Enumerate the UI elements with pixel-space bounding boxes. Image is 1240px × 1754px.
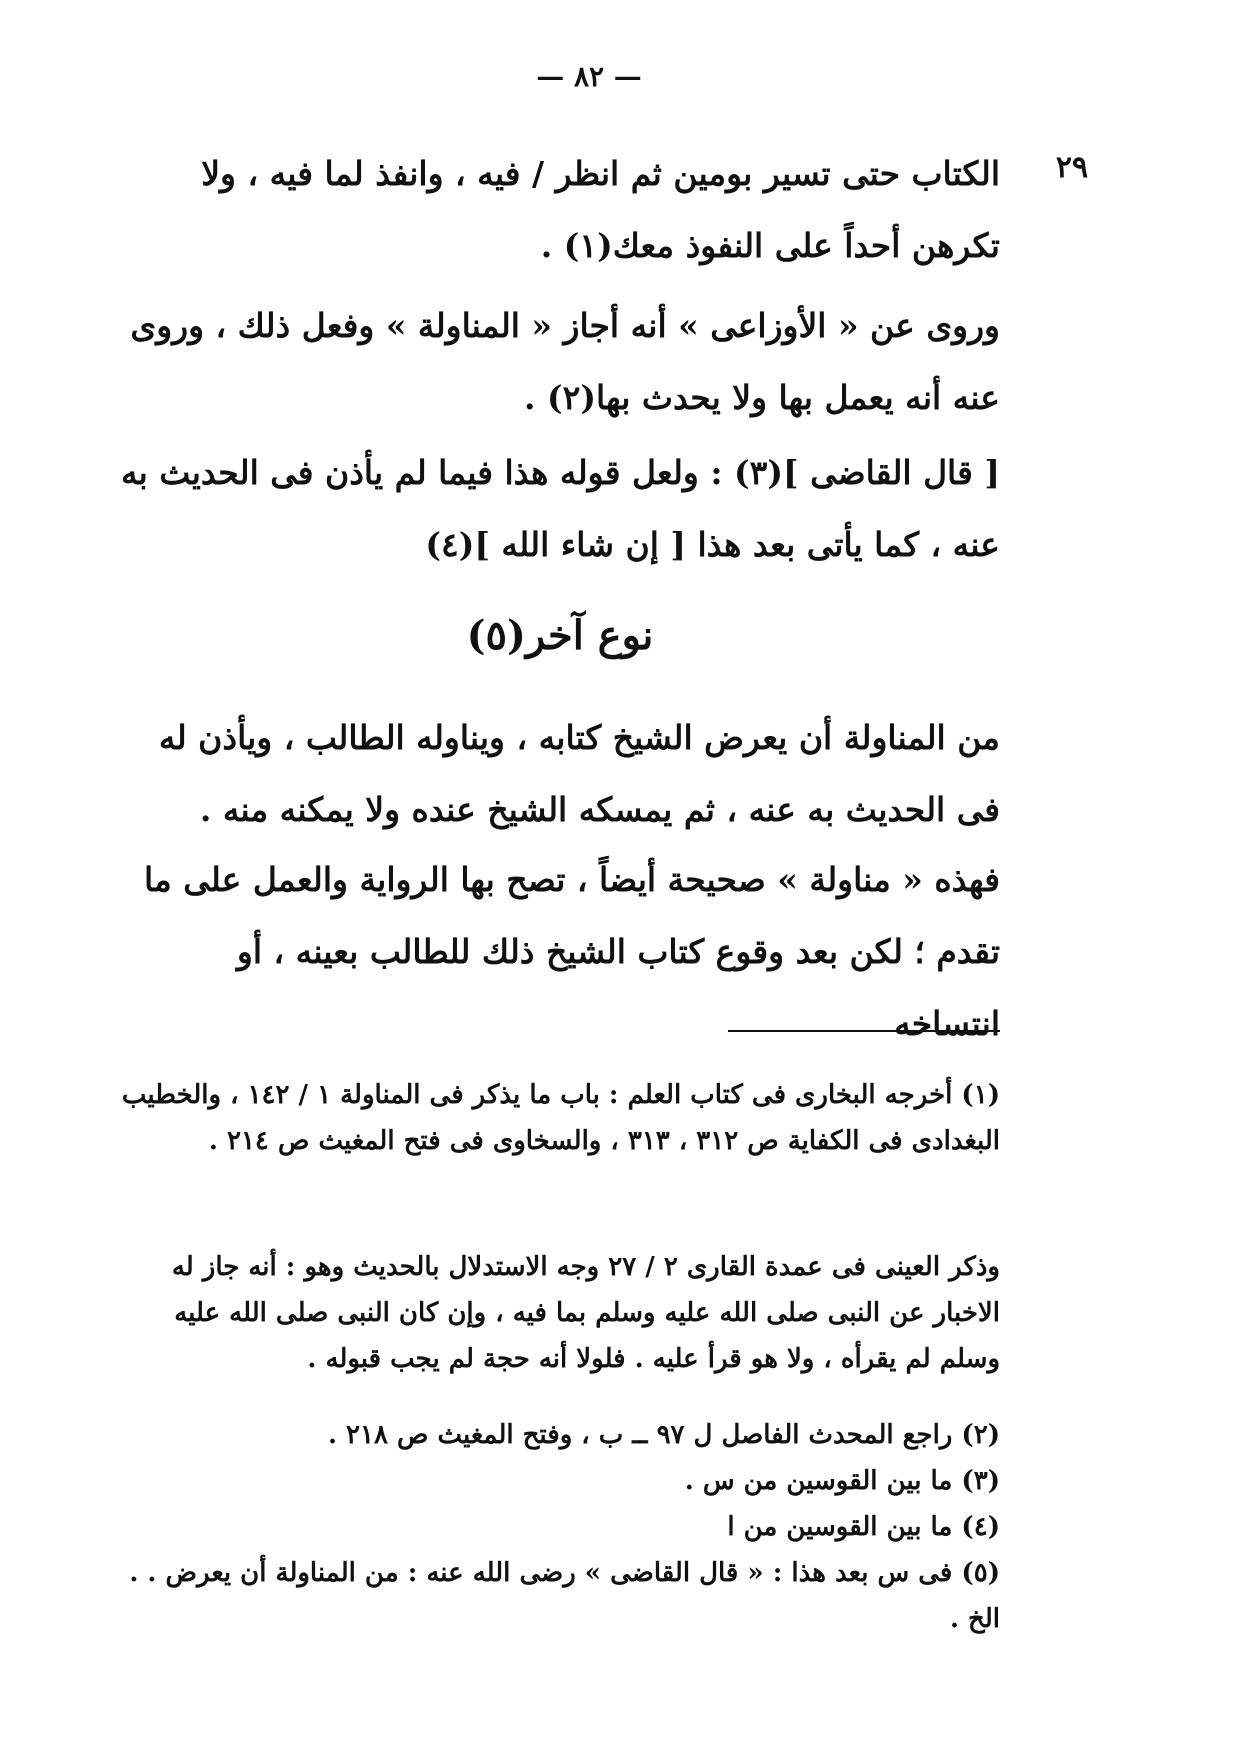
footnote-4: (٤) ما بين القوسين من ا bbox=[727, 1512, 1000, 1542]
footnote-5: (٥) فى س بعد هذا : « قال القاضى » رضى الله عنه : من المناولة أن يعرض . . الخ . bbox=[129, 1558, 1000, 1634]
footnote-1: (١) أخرجه البخارى فى كتاب العلم : باب ما يذكر فى المناولة ١ / ١٤٢ ، والخطيب البغدادى فى الكفاية ص ٣١٢ ، ٣١٣ ، والسخاوى فى فتح المغيث ص ٢١٤ . bbox=[121, 1080, 1000, 1156]
section-heading: نوع آخر(٥) bbox=[466, 612, 654, 659]
paragraph-5: فهذه « مناولة » صحيحة أيضاً ، تصح بها الرواية والعمل على ما تقدم ؛ لكن بعد وقوع كتاب الشيخ ذلك للطالب بعينه ، أو انتساخه bbox=[143, 860, 1000, 1043]
footnote-1-continued: وذكر العينى فى عمدة القارى ٢ / ٢٧ وجه الاستدلال بالحديث وهو : أنه جاز له الاخبار عن النبى صلى الله عليه وسلم بما فيه ، وإن كان النبى صلى الله عليه وسلم لم يقرأه ، ولا هو قرأ عليه . فلولا أنه حجة لم يجب قبوله . bbox=[171, 1252, 1000, 1374]
footnote-3: (٣) ما بين القوسين من س . bbox=[684, 1466, 1000, 1496]
paragraph-1: الكتاب حتى تسير بومين ثم انظر / فيه ، وانفذ لما فيه ، ولا تكرهن أحداً على النفوذ معك(١) . bbox=[201, 154, 1000, 265]
folio-marker: ٢٩ bbox=[1055, 150, 1089, 185]
paragraph-2: وروى عن « الأوزاعى » أنه أجاز « المناولة » وفعل ذلك ، وروى عنه أنه يعمل بها ولا يحدث بها(٢) . bbox=[130, 306, 1000, 417]
paragraph-4: من المناولة أن يعرض الشيخ كتابه ، ويناوله الطالب ، ويأذن له فى الحديث به عنه ، ثم يمسكه الشيخ عنده ولا يمكنه منه . bbox=[158, 718, 1000, 829]
footnote-divider bbox=[728, 1030, 1000, 1032]
paragraph-3: [ قال القاضى ](٣) : ولعل قوله هذا فيما لم يأذن فى الحديث به عنه ، كما يأتى بعد هذا [ إن شاء الله ](٤) bbox=[120, 453, 1000, 564]
page-number: — ٨٢ — bbox=[536, 60, 642, 93]
footnote-2: (٢) راجع المحدث الفاصل ل ٩٧ ــ ب ، وفتح المغيث ص ٢١٨ . bbox=[327, 1420, 1000, 1450]
